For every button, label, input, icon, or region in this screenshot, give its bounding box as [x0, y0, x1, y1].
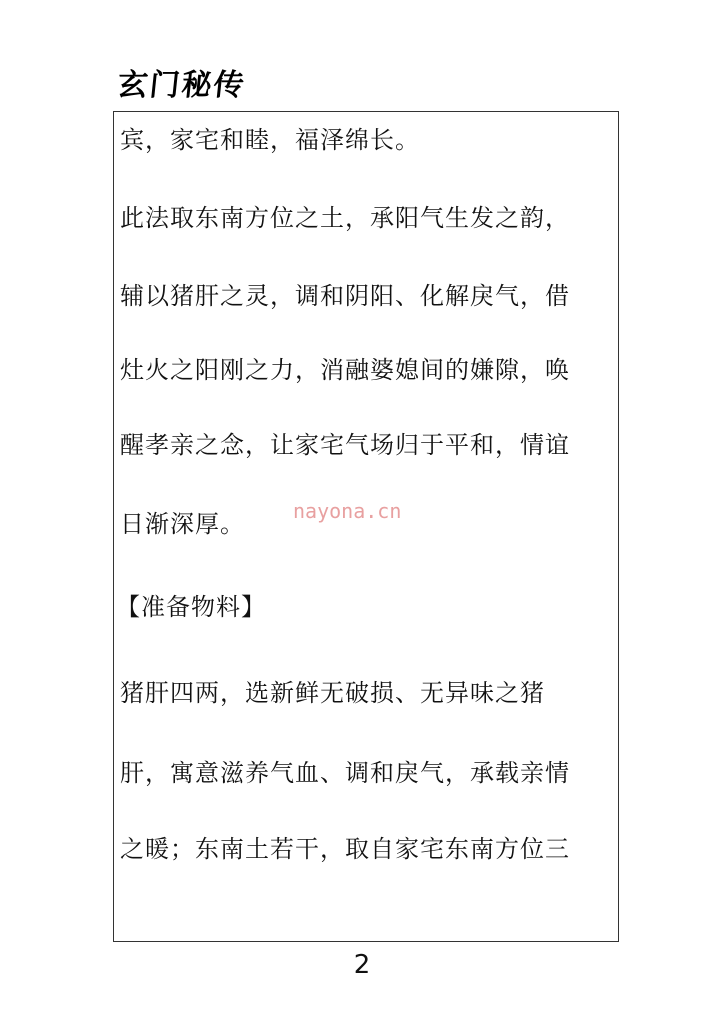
content-frame — [113, 111, 619, 942]
text-line-2: 此法取东南方位之土，承阳气生发之韵， — [120, 204, 570, 232]
page-header-title: 玄门秘传 — [115, 68, 248, 103]
text-line-9: 肝，寓意滋养气血、调和戾气，承载亲情 — [120, 759, 570, 787]
section-heading-materials: 【准备物料】 — [116, 593, 266, 621]
text-line-4: 灶火之阳刚之力，消融婆媳间的嫌隙，唤 — [120, 356, 570, 384]
page-number: 2 — [353, 950, 371, 980]
text-line-3: 辅以猪肝之灵，调和阴阳、化解戾气，借 — [120, 282, 570, 310]
text-line-1: 宾，家宅和睦，福泽绵长。 — [120, 126, 420, 154]
text-line-8: 猪肝四两，选新鲜无破损、无异味之猪 — [120, 679, 545, 707]
text-line-10: 之暖；东南土若干，取自家宅东南方位三 — [120, 835, 570, 863]
text-line-5: 醒孝亲之念，让家宅气场归于平和，情谊 — [120, 431, 570, 459]
text-line-6: 日渐深厚。 — [120, 510, 245, 538]
watermark-text: nayona.cn — [293, 499, 402, 523]
